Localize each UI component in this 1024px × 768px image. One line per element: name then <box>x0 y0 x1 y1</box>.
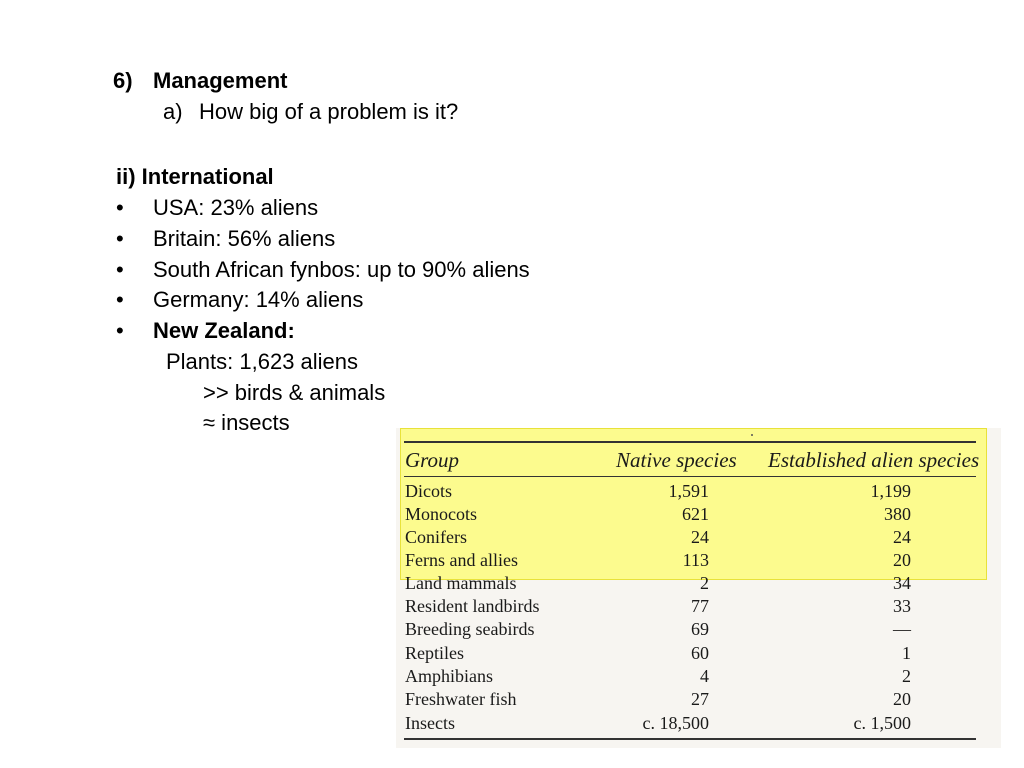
cell-native: 60 <box>691 643 709 663</box>
header-group: Group <box>405 448 460 472</box>
subheading-text: How big of a problem is it? <box>199 99 459 124</box>
cell-group: Reptiles <box>405 643 464 663</box>
cell-native: 1,591 <box>668 481 709 501</box>
bullet-symbol: • <box>116 195 124 220</box>
cell-alien: 1 <box>902 643 911 663</box>
bullet-text: Germany: 14% aliens <box>153 287 364 312</box>
subheading <box>163 99 458 125</box>
bullet-text: South African fynbos: up to 90% aliens <box>153 257 530 282</box>
cell-alien: 2 <box>902 666 911 686</box>
cell-group: Freshwater fish <box>405 689 517 709</box>
cell-alien: 1,199 <box>870 481 911 501</box>
table-row <box>396 480 1001 503</box>
cell-group: Resident landbirds <box>405 596 540 616</box>
cell-native: 77 <box>691 596 709 616</box>
cell-alien: 380 <box>884 504 911 524</box>
cell-group: Breeding seabirds <box>405 619 535 639</box>
header-alien: Established alien species <box>768 448 980 472</box>
section-heading <box>113 68 287 94</box>
cell-native: 113 <box>682 550 709 570</box>
table-row <box>396 688 1001 711</box>
section-number: 6) <box>113 68 133 93</box>
bullet-symbol: • <box>116 257 124 282</box>
cell-alien: 20 <box>893 550 911 570</box>
section-title: Management <box>153 68 288 93</box>
species-table <box>396 428 1001 748</box>
nz-insects: ≈ insects <box>203 410 290 435</box>
bullet-text: New Zealand: <box>153 318 295 343</box>
nz-plants: Plants: 1,623 aliens <box>166 349 359 374</box>
bullet-symbol: • <box>116 287 124 312</box>
international-title: ii) International <box>116 164 274 189</box>
table-row <box>396 572 1001 595</box>
cell-group: Insects <box>405 713 455 733</box>
bullet-text: USA: 23% aliens <box>153 195 319 220</box>
bullet-text: Britain: 56% aliens <box>153 226 336 251</box>
table-header-rule <box>404 476 976 477</box>
cell-group: Land mammals <box>405 573 517 593</box>
cell-group: Amphibians <box>405 666 493 686</box>
bullet-symbol: • <box>116 318 124 343</box>
table-bottom-rule <box>404 738 976 740</box>
cell-alien: c. 1,500 <box>853 713 911 733</box>
cell-native: c. 18,500 <box>642 713 709 733</box>
cell-native: 24 <box>691 527 709 547</box>
cell-group: Monocots <box>405 504 477 524</box>
cell-alien: 20 <box>893 689 911 709</box>
cell-native: 69 <box>691 619 709 639</box>
cell-native: 27 <box>691 689 709 709</box>
cell-group: Conifers <box>405 527 467 547</box>
cell-alien: 24 <box>893 527 911 547</box>
scan-speck <box>751 434 753 436</box>
table-top-rule <box>404 441 976 443</box>
cell-native: 2 <box>700 573 709 593</box>
table-row <box>396 526 1001 549</box>
subheading-letter: a) <box>163 99 183 124</box>
table-row <box>396 595 1001 618</box>
table-row <box>396 712 1001 735</box>
cell-alien: 34 <box>893 573 911 593</box>
cell-alien: 33 <box>893 596 911 616</box>
nz-birds: >> birds & animals <box>203 380 386 405</box>
table-row <box>396 618 1001 641</box>
cell-alien: — <box>893 619 911 639</box>
cell-group: Ferns and allies <box>405 550 518 570</box>
table-row <box>396 642 1001 665</box>
table-row <box>396 665 1001 688</box>
table-row <box>396 503 1001 526</box>
cell-native: 4 <box>700 666 709 686</box>
table-row <box>396 549 1001 572</box>
header-native: Native species <box>616 448 737 472</box>
cell-native: 621 <box>682 504 709 524</box>
bullet-symbol: • <box>116 226 124 251</box>
cell-group: Dicots <box>405 481 452 501</box>
